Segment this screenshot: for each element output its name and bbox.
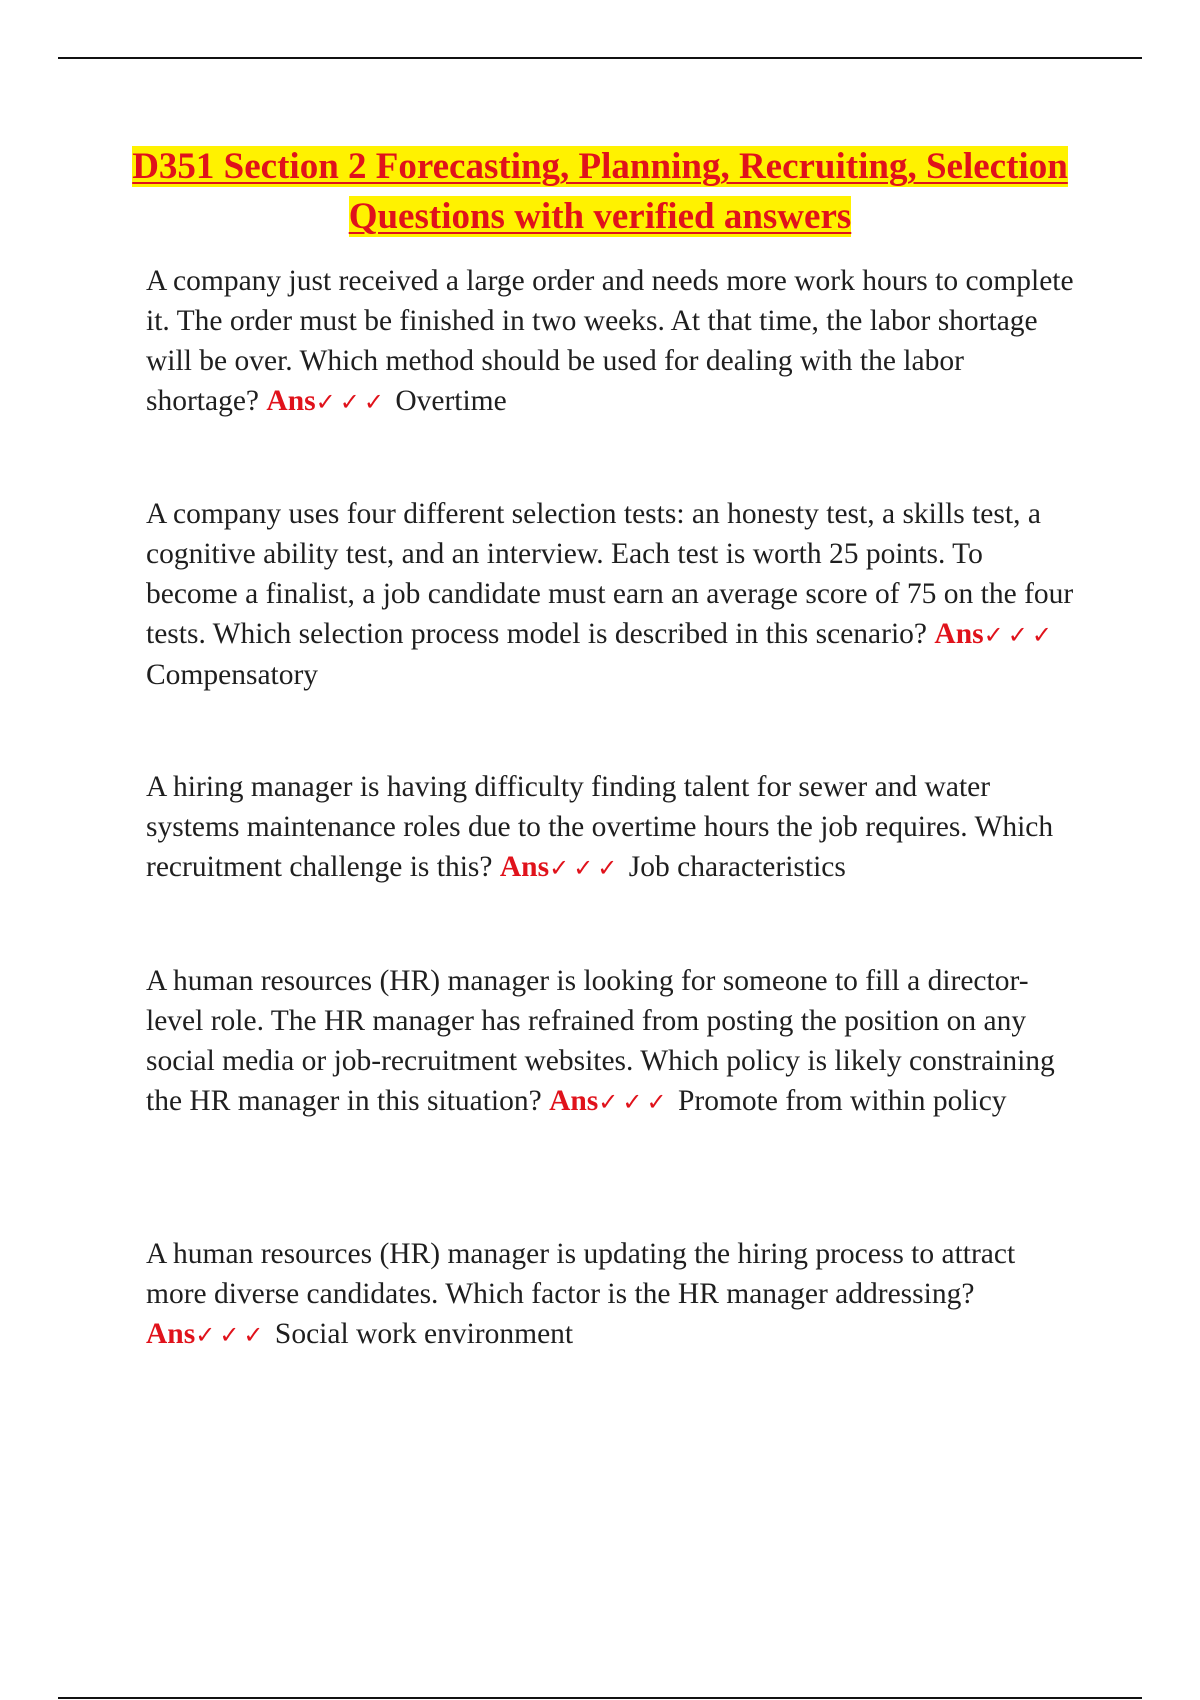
answer-text: Promote from within policy [678, 1085, 1007, 1117]
qa-item [146, 261, 1076, 422]
checkmark-icon: ✓✓✓ [315, 388, 388, 416]
checkmark-icon: ✓✓✓ [983, 621, 1056, 649]
answer-text: Social work environment [274, 1318, 574, 1350]
question-text: A human resources (HR) manager is looking for someone to fill a director-level role. The HR manager has refrained from posting the position on any social media or job-recruitment websites. Which policy is likely constraining the HR manager in this situation? [146, 965, 1055, 1117]
document-title-text: D351 Section 2 Forecasting, Planning, Recruiting, Selection Questions with verified answers [132, 146, 1068, 237]
answer-text: Compensatory [146, 659, 319, 691]
checkmark-icon: ✓✓✓ [195, 1321, 268, 1349]
document-title [100, 142, 1100, 242]
qa-item [146, 494, 1076, 695]
qa-item [146, 961, 1076, 1122]
footer-rule [58, 1697, 1142, 1699]
answer-marker: Ans [146, 1318, 196, 1350]
answer-text: Job characteristics [628, 851, 846, 883]
answer-marker: Ans [266, 385, 316, 417]
qa-item [146, 767, 1076, 888]
question-text: A hiring manager is having difficulty finding talent for sewer and water systems maintenance roles due to the overtime hours the job requires. Which recruitment challenge is this? [146, 771, 1054, 883]
question-text: A human resources (HR) manager is updating the hiring process to attract more diverse candidates. Which factor is the HR manager addressing? [146, 1238, 1016, 1310]
checkmark-icon: ✓✓✓ [549, 854, 622, 882]
answer-marker: Ans [499, 851, 550, 883]
checkmark-icon: ✓✓✓ [598, 1088, 671, 1116]
question-text: A company uses four different selection tests: an honesty test, a skills test, a cognitive ability test, and an interview. Each test is worth 25 points. To become a finalist, a job candidate must earn an average score of 75 on the four tests. Which selection process model is described in this scenario? [146, 498, 1074, 650]
qa-item [146, 1234, 1076, 1355]
header-rule [58, 57, 1142, 59]
answer-marker: Ans [549, 1085, 599, 1117]
answer-text: Overtime [395, 385, 507, 417]
question-text: A company just received a large order and needs more work hours to complete it. The order must be finished in two weeks. At that time, the labor shortage will be over. Which method should be used for dealing with the labor shortage? [146, 265, 1074, 417]
answer-marker: Ans [934, 618, 984, 650]
